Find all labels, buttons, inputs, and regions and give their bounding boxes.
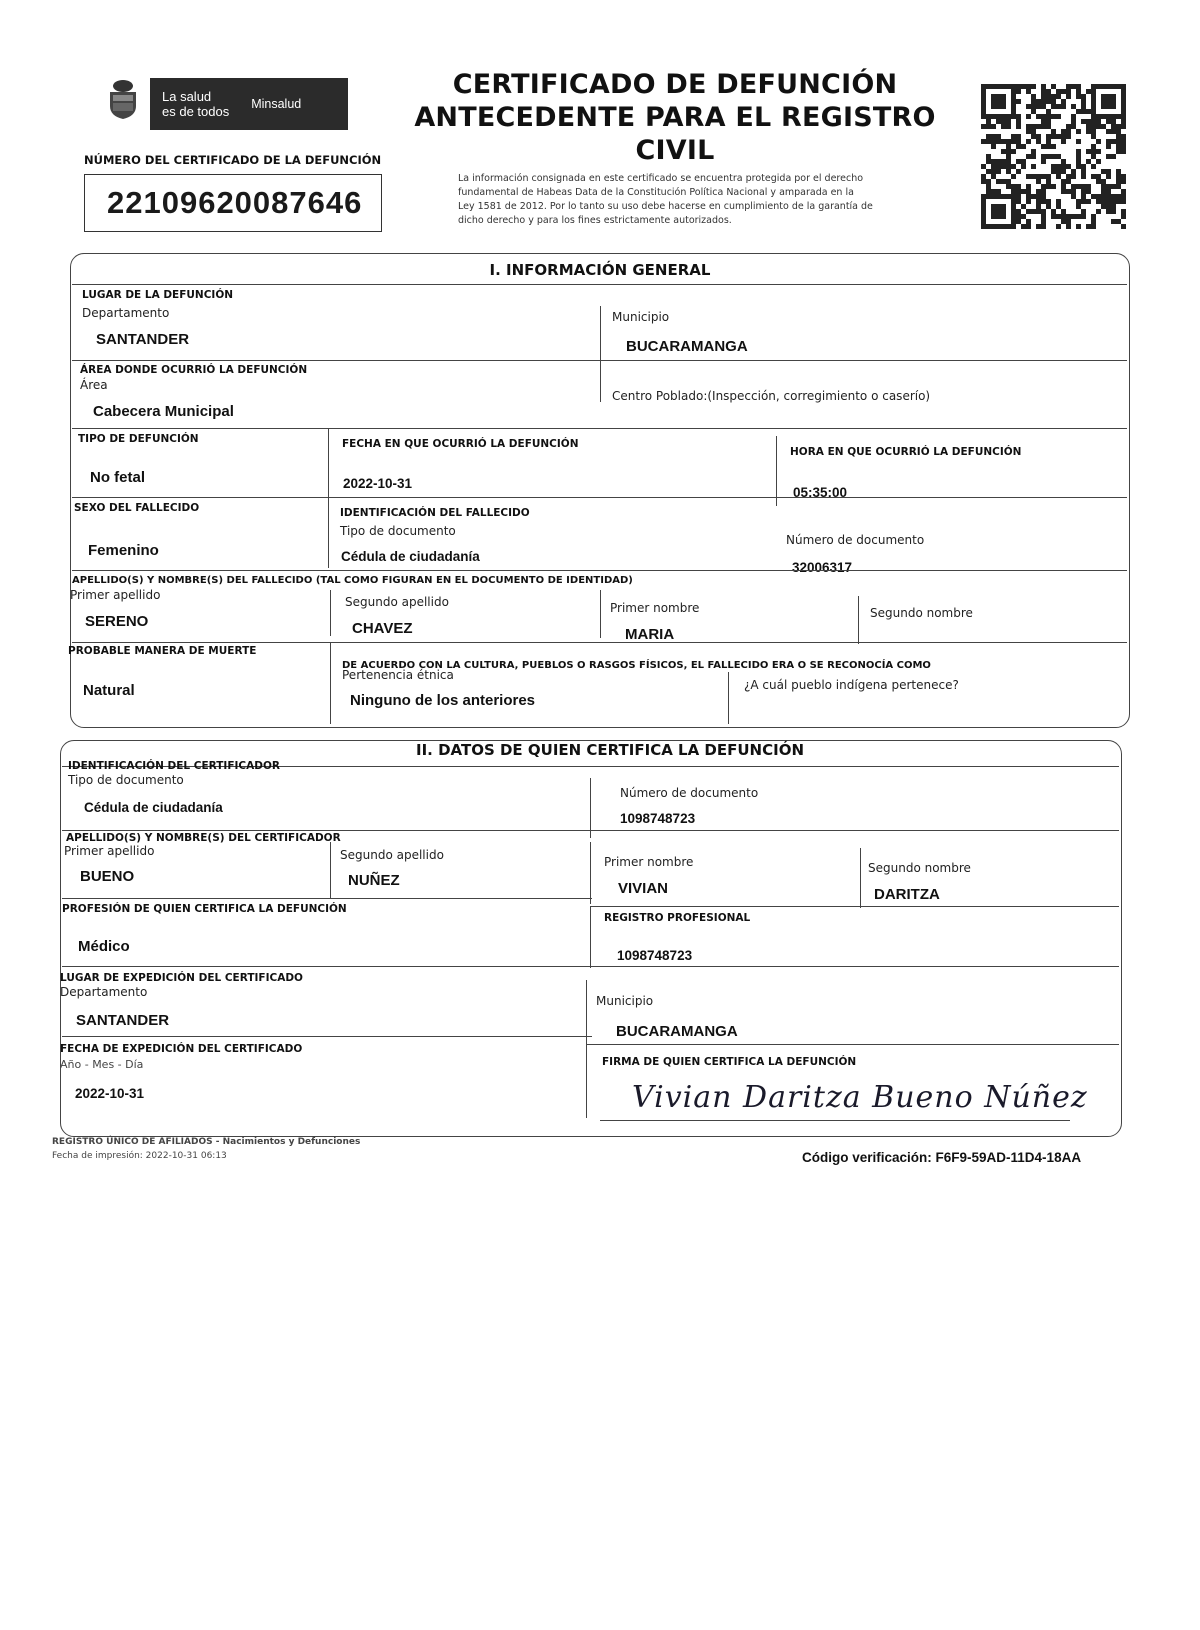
cert-primer-nombre-value: VIVIAN <box>618 880 669 897</box>
cert-number-box <box>84 174 382 232</box>
hora-defuncion-label: HORA EN QUE OCURRIÓ LA DEFUNCIÓN <box>790 446 1022 458</box>
title-line2: ANTECEDENTE PARA EL REGISTRO CIVIL <box>414 102 936 166</box>
logo-line1: La salud <box>162 89 212 104</box>
primer-apellido-label: Primer apellido <box>70 588 161 602</box>
cert-segundo-apellido-label: Segundo apellido <box>340 848 444 862</box>
lugar-defuncion-label: LUGAR DE LA DEFUNCIÓN <box>82 289 234 301</box>
municipio-label: Municipio <box>612 310 670 324</box>
notice-line1: La información consignada en este certificado se encuentra protegida por el derecho <box>458 173 864 184</box>
segundo-apellido-label: Segundo apellido <box>345 595 449 609</box>
cert-segundo-apellido-value: NUÑEZ <box>348 872 400 889</box>
logo-line2: es de todos <box>162 104 230 119</box>
sexo-value: Femenino <box>88 542 159 559</box>
title-line1: CERTIFICADO DE DEFUNCIÓN <box>452 69 898 100</box>
numero-documento-label: Número de documento <box>786 533 925 547</box>
exp-departamento-value: SANTANDER <box>76 1012 170 1029</box>
segundo-nombre-label: Segundo nombre <box>870 606 973 620</box>
pertenencia-etnica-label: Pertenencia étnica <box>342 668 454 682</box>
registro-profesional-label: REGISTRO PROFESIONAL <box>604 912 751 924</box>
cert-segundo-nombre-label: Segundo nombre <box>868 861 971 875</box>
primer-apellido-value: SERENO <box>85 613 149 630</box>
tipo-defuncion-label: TIPO DE DEFUNCIÓN <box>78 433 199 445</box>
area-sub-label: Área <box>80 378 108 392</box>
qr-code <box>978 78 1128 238</box>
cert-primer-apellido-label: Primer apellido <box>64 844 155 858</box>
minsalud-logo <box>150 78 348 130</box>
tipo-documento-label: Tipo de documento <box>340 524 456 538</box>
fecha-expedicion-format: Año - Mes - Día <box>60 1058 144 1071</box>
exp-municipio-value: BUCARAMANGA <box>616 1023 738 1040</box>
centro-poblado-label: Centro Poblado:(Inspección, corregimiento o caserío) <box>612 389 931 403</box>
departamento-label: Departamento <box>82 306 170 320</box>
sexo-label: SEXO DEL FALLECIDO <box>74 502 200 514</box>
notice-line2: fundamental de Habeas Data de la Constitución Política Nacional y amparada en la <box>458 187 854 198</box>
numero-documento-value: 32006317 <box>792 560 853 575</box>
notice-line4: dicho derecho y para los fines estrictamente autorizados. <box>458 215 732 226</box>
firma-label: FIRMA DE QUIEN CERTIFICA LA DEFUNCIÓN <box>602 1056 857 1068</box>
fecha-expedicion-value: 2022-10-31 <box>75 1086 145 1101</box>
cultura-label: DE ACUERDO CON LA CULTURA, PUEBLOS O RASGOS FÍSICOS, EL FALLECIDO ERA O SE RECONOCÍA COMO <box>342 660 931 671</box>
cert-number: 22109620087646 <box>107 185 363 220</box>
exp-departamento-label: Departamento <box>60 985 148 999</box>
cert-segundo-nombre-value: DARITZA <box>874 886 940 903</box>
section1-title: I. INFORMACIÓN GENERAL <box>489 261 711 279</box>
notice-line3: Ley 1581 de 2012. Por lo tanto su uso debe hacerse en cumplimiento de la garantía de <box>458 201 873 212</box>
primer-nombre-value: MARIA <box>625 626 675 643</box>
logo-brand: Minsalud <box>251 97 302 111</box>
fecha-defuncion-value: 2022-10-31 <box>343 476 413 491</box>
area-value: Cabecera Municipal <box>93 403 234 420</box>
document-title <box>410 68 940 167</box>
section2-title: II. DATOS DE QUIEN CERTIFICA LA DEFUNCIÓN <box>415 741 804 759</box>
tipo-defuncion-value: No fetal <box>90 469 146 486</box>
pueblo-indigena-label: ¿A cuál pueblo indígena pertenece? <box>744 678 959 692</box>
hora-defuncion-value: 05:35:00 <box>793 485 848 500</box>
lugar-expedicion-label: LUGAR DE EXPEDICIÓN DEL CERTIFICADO <box>60 972 303 984</box>
colombia-coat-of-arms-logo <box>104 78 142 120</box>
manera-muerte-label: PROBABLE MANERA DE MUERTE <box>68 645 257 657</box>
fecha-defuncion-label: FECHA EN QUE OCURRIÓ LA DEFUNCIÓN <box>342 438 579 450</box>
departamento-value: SANTANDER <box>96 331 190 348</box>
privacy-notice <box>458 172 908 228</box>
cert-tipo-documento-value: Cédula de ciudadanía <box>84 800 223 815</box>
footer-registro: REGISTRO ÚNICO DE AFILIADOS - Nacimientos y Defunciones <box>52 1137 361 1147</box>
nombres-certificador-label: APELLIDO(S) Y NOMBRE(S) DEL CERTIFICADOR <box>66 832 341 844</box>
municipio-value: BUCARAMANGA <box>626 338 748 355</box>
profesion-label: PROFESIÓN DE QUIEN CERTIFICA LA DEFUNCIÓN <box>62 903 347 915</box>
cert-numero-documento-label: Número de documento <box>620 786 759 800</box>
fecha-expedicion-label: FECHA DE EXPEDICIÓN DEL CERTIFICADO <box>60 1043 303 1055</box>
footer-fecha-impresion: Fecha de impresión: 2022-10-31 06:13 <box>52 1151 227 1161</box>
segundo-apellido-value: CHAVEZ <box>352 620 413 637</box>
profesion-value: Médico <box>78 938 130 955</box>
registro-profesional-value: 1098748723 <box>617 948 693 963</box>
pertenencia-etnica-value: Ninguno de los anteriores <box>350 692 536 709</box>
primer-nombre-label: Primer nombre <box>610 601 700 615</box>
tipo-documento-value: Cédula de ciudadanía <box>341 549 480 564</box>
cert-number-label: NÚMERO DEL CERTIFICADO DE LA DEFUNCIÓN <box>84 153 382 167</box>
identificacion-certificador-label: IDENTIFICACIÓN DEL CERTIFICADOR <box>68 760 280 772</box>
area-label: ÁREA DONDE OCURRIÓ LA DEFUNCIÓN <box>80 364 308 376</box>
cert-tipo-documento-label: Tipo de documento <box>68 773 184 787</box>
codigo-verificacion: Código verificación: F6F9-59AD-11D4-18AA <box>802 1150 1082 1165</box>
cert-primer-apellido-value: BUENO <box>80 868 135 885</box>
cert-numero-documento-value: 1098748723 <box>620 811 696 826</box>
certifier-signature: Vivian Daritza Bueno Núñez <box>632 1080 1088 1115</box>
exp-municipio-label: Municipio <box>596 994 654 1008</box>
nombres-fallecido-label: APELLIDO(S) Y NOMBRE(S) DEL FALLECIDO (TAL COMO FIGURAN EN EL DOCUMENTO DE IDENTIDAD) <box>72 575 633 586</box>
identificacion-fallecido-label: IDENTIFICACIÓN DEL FALLECIDO <box>340 507 530 519</box>
cert-primer-nombre-label: Primer nombre <box>604 855 694 869</box>
manera-muerte-value: Natural <box>83 682 135 699</box>
